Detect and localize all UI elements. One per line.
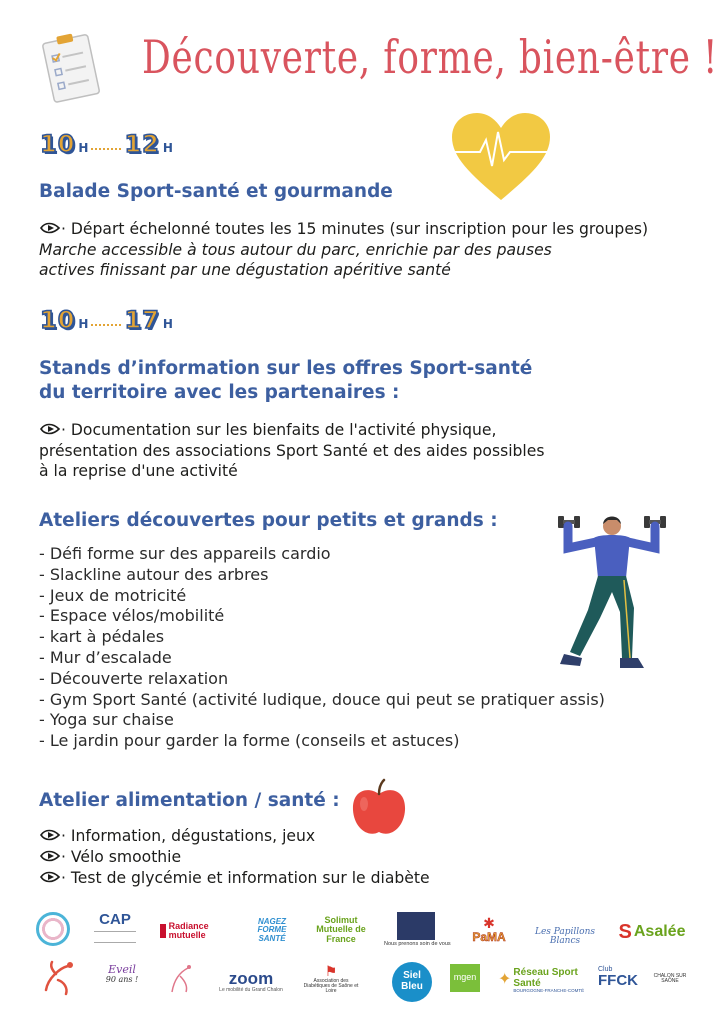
logo-cap xyxy=(94,912,136,943)
list-item: - Slackline autour des arbres xyxy=(39,564,269,584)
logo-gymnast xyxy=(166,964,194,994)
list-item xyxy=(39,847,430,868)
list-item-text: · Test de glycémie et information sur le diabète xyxy=(61,869,430,887)
list-item-text: · Vélo smoothie xyxy=(61,848,182,866)
logo-zoom xyxy=(218,970,284,993)
logo-radiance-text: Radiance mutuelle xyxy=(168,921,209,941)
logo-circle-partner xyxy=(36,912,70,946)
logo-reseau-text: Réseau Sport Santé xyxy=(513,967,578,989)
logo-pama xyxy=(468,916,510,943)
arrow-bullet-icon xyxy=(39,828,61,842)
time-range-1 xyxy=(40,130,173,158)
ateliers-list xyxy=(39,544,605,752)
stands-line-1-text: · Documentation sur les bienfaits de l'activité physique, xyxy=(61,421,497,439)
heading-alimentation: Atelier alimentation / santé : xyxy=(39,790,340,811)
hour-unit: H xyxy=(162,317,173,331)
balade-line-1 xyxy=(39,219,648,240)
balade-line-1-text: · Départ échelonné toutes les 15 minutes (sur inscription pour les groupes) xyxy=(61,220,649,238)
logo-eveil-text: Eveil xyxy=(108,963,136,976)
logo-cap-lines xyxy=(94,931,136,943)
stands-line-2: présentation des associations Sport Santé et des aides possibles xyxy=(39,442,545,460)
time-start: 10 xyxy=(40,306,76,334)
time-range-2 xyxy=(40,306,173,334)
hour-unit: H xyxy=(162,141,173,155)
logo-mgen: mgen xyxy=(450,964,480,992)
logo-eveil xyxy=(100,964,144,984)
stands-line-3: à la reprise d'une activité xyxy=(39,462,238,480)
list-item: - Espace vélos/mobilité xyxy=(39,606,225,626)
list-item: - Yoga sur chaise xyxy=(39,710,174,730)
logo-solimut: Solimut Mutuelle de France xyxy=(316,915,366,944)
list-item xyxy=(39,826,430,847)
logo-cap-text: CAP xyxy=(99,911,131,928)
hour-unit: H xyxy=(78,317,89,331)
list-item: - Jeux de motricité xyxy=(39,585,187,605)
logo-banque xyxy=(384,912,451,948)
logo-nagez: NAGEZ FORME SANTÉ xyxy=(257,917,287,943)
time-end: 12 xyxy=(124,130,160,158)
arrow-bullet-icon xyxy=(39,870,61,884)
list-item: - Le jardin pour garder la forme (conseils et astuces) xyxy=(39,731,460,751)
heading-stands-1: Stands d’information sur les offres Sport-santé xyxy=(39,358,533,379)
logo-reseau-sub: BOURGOGNE-FRANCHE-COMTÉ xyxy=(513,988,585,993)
stands-line-1 xyxy=(39,420,496,441)
heading-balade: Balade Sport-santé et gourmande xyxy=(39,181,393,202)
logo-siel-bleu: Siel Bleu xyxy=(392,962,432,1002)
list-item: - Défi forme sur des appareils cardio xyxy=(39,544,331,563)
list-item-text: · Information, dégustations, jeux xyxy=(61,827,316,845)
alimentation-list xyxy=(39,826,430,889)
logo-ffck-top: Club xyxy=(598,966,613,973)
banque-mark-icon xyxy=(397,912,435,940)
arrow-bullet-icon xyxy=(39,849,61,863)
logo-asalee xyxy=(614,922,690,943)
dotted-separator xyxy=(91,148,121,150)
radiance-mark-icon xyxy=(160,924,166,938)
logo-radiance xyxy=(160,922,224,941)
logo-asalee-text: Asalée xyxy=(633,923,686,941)
logo-afd xyxy=(300,964,362,994)
balade-line-3: actives finissant par une dégustation apéritive santé xyxy=(39,261,451,279)
logo-afd-text: Association des Diabétiques de Saône et Loire xyxy=(303,977,359,995)
logo-dancer-red xyxy=(38,960,76,996)
logo-ffck xyxy=(598,966,638,989)
dotted-separator xyxy=(91,324,121,326)
hour-unit: H xyxy=(78,141,89,155)
list-item: - Mur d’escalade xyxy=(39,647,172,667)
list-item: - Découverte relaxation xyxy=(39,668,229,688)
list-item: - kart à pédales xyxy=(39,627,165,647)
heart-icon xyxy=(450,112,552,202)
dumbbell-athlete-illustration xyxy=(554,508,670,674)
afd-figure-icon: ⚑ xyxy=(324,963,338,979)
list-item: - Gym Sport Santé (activité ludique, douce qui peut se pratiquer assis) xyxy=(39,689,605,709)
logo-banque-sub: Nous prenons soin de vous xyxy=(384,941,451,947)
logo-eveil-sub: 90 ans ! xyxy=(105,974,139,984)
pama-figure-icon: ✱ xyxy=(483,915,495,931)
page-title: Découverte, forme, bien-être ! xyxy=(142,30,719,84)
logo-zoom-sub: Le mobilité du Grand Chalon xyxy=(219,986,283,993)
heading-ateliers: Ateliers découvertes pour petits et grands : xyxy=(39,510,498,531)
arrow-bullet-icon xyxy=(39,221,61,235)
logo-papillons: Les Papillons Blancs xyxy=(534,927,596,947)
logo-pama-text: PaMA xyxy=(472,929,506,944)
time-end: 17 xyxy=(124,306,160,334)
checklist-icon xyxy=(36,28,110,108)
logo-ffck-text: FFCK xyxy=(598,972,638,990)
time-start: 10 xyxy=(40,130,76,158)
logo-chalon: CHALON SUR SAÔNE xyxy=(653,973,687,985)
arrow-bullet-icon xyxy=(39,422,61,436)
heading-stands-2: du territoire avec les partenaires : xyxy=(39,382,400,403)
balade-line-2: Marche accessible à tous autour du parc, enrichie par des pauses xyxy=(39,241,552,259)
logo-reseau xyxy=(498,968,584,994)
list-item xyxy=(39,868,430,889)
logo-zoom-text: zoom xyxy=(228,969,274,988)
asalee-s-icon: S xyxy=(618,921,632,943)
reseau-figure-icon: ✦ xyxy=(498,971,512,989)
